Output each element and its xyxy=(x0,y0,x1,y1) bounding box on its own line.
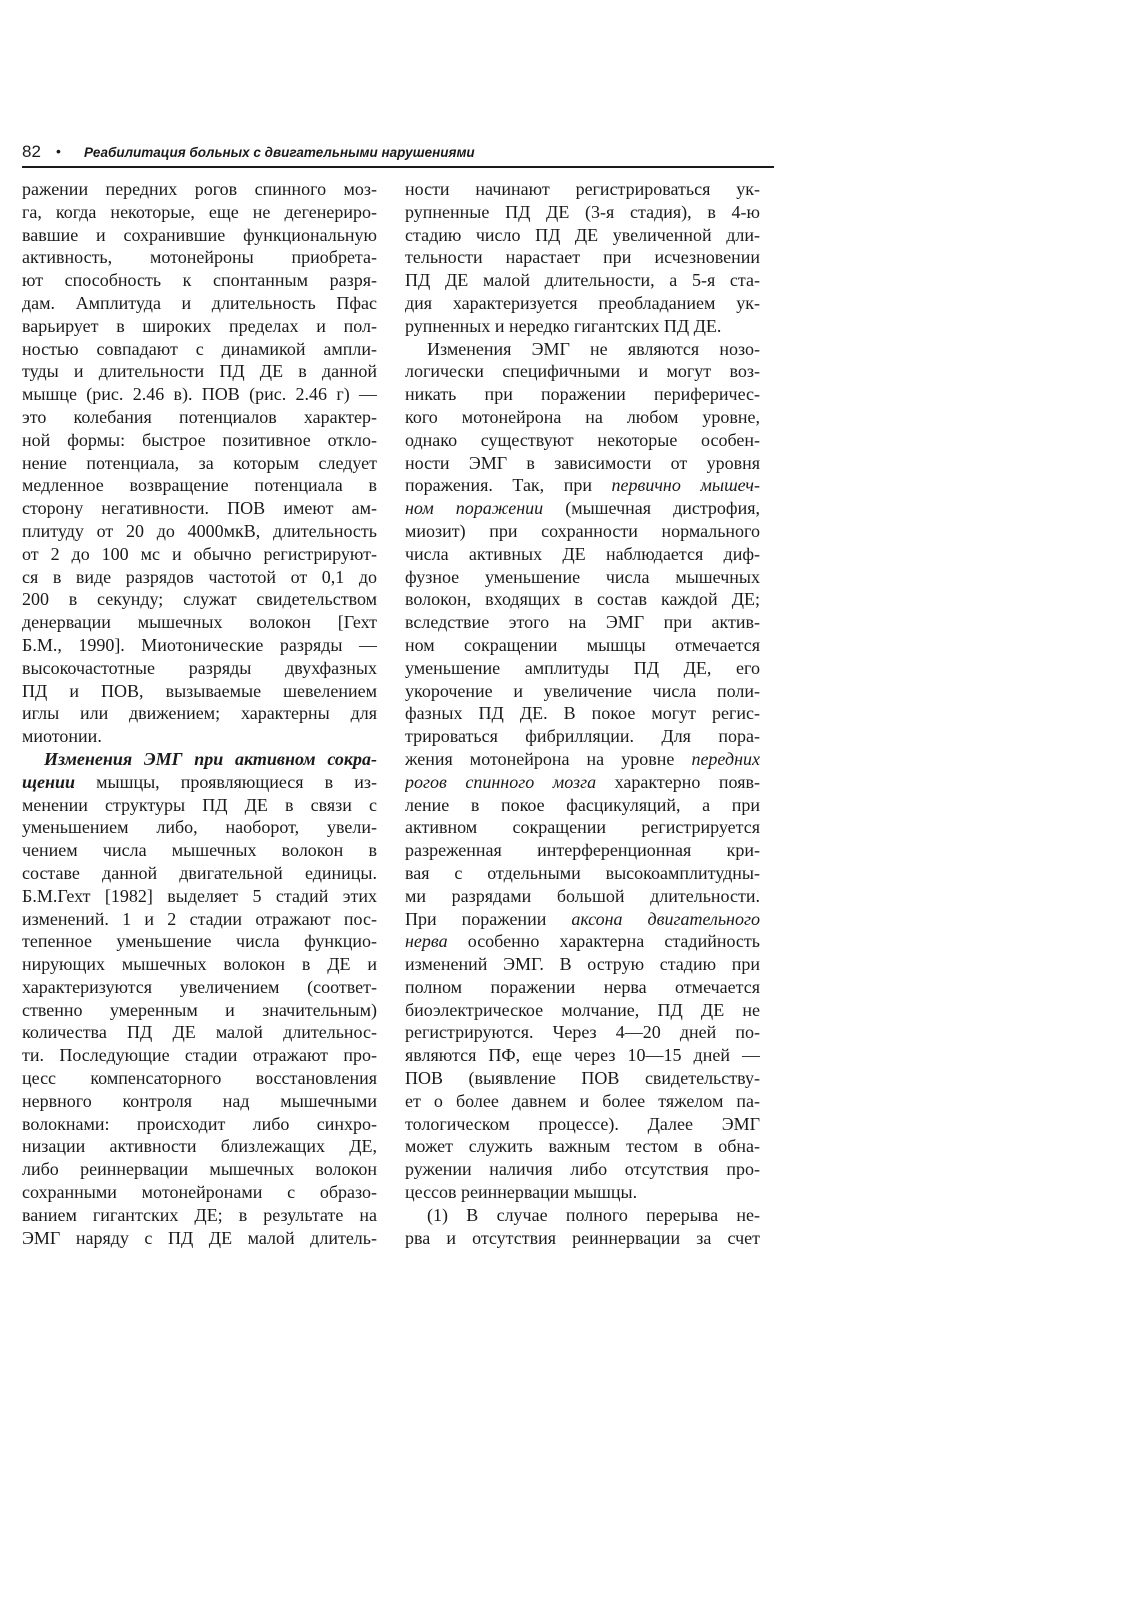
body-text: ление в покое фасцикуляций, а при xyxy=(405,794,760,815)
body-text: сторону негативности. ПОВ имеют ам- xyxy=(22,498,377,519)
body-text: Б.М.Гехт [1982] выделяет 5 стадий этих xyxy=(22,885,377,906)
text-line xyxy=(405,862,760,885)
body-text: жения мотонейрона на уровне xyxy=(405,748,692,769)
body-text: миозит) при сохранности нормального xyxy=(405,520,760,541)
running-title: Реабилитация больных с двигательными нарушениями xyxy=(84,145,475,160)
page-header xyxy=(22,140,774,168)
body-text: мышце (рис. 2.46 в). ПОВ (рис. 2.46 г) — xyxy=(22,384,377,405)
body-text: дия характеризуется преобладанием ук- xyxy=(405,292,760,313)
body-text: фазных ПД ДЕ. В покое могут регис- xyxy=(405,703,760,724)
text-line xyxy=(22,588,377,611)
text-line xyxy=(405,360,760,383)
body-text: трироваться фибрилляции. Для пора- xyxy=(405,726,760,747)
body-text: это колебания потенциалов характер- xyxy=(22,406,377,427)
body-text: ПД ДЕ малой длительности, а 5-я ста- xyxy=(405,270,760,291)
text-line xyxy=(22,246,377,269)
text-line xyxy=(22,315,377,338)
body-text: активность, мотонейроны приобрета- xyxy=(22,247,377,268)
body-text: тельности нарастает при исчезновении xyxy=(405,247,760,268)
body-text: ЭМГ наряду с ПД ДЕ малой длитель- xyxy=(22,1227,377,1248)
italic-text: первично мышеч- xyxy=(611,475,760,496)
text-line xyxy=(22,657,377,680)
text-line xyxy=(405,1113,760,1136)
text-line xyxy=(405,269,760,292)
text-line xyxy=(405,178,760,201)
body-text: составе данной двигательной единицы. xyxy=(22,862,377,883)
body-text: Б.М., 1990]. Миотонические разряды — xyxy=(22,634,377,655)
text-line xyxy=(22,292,377,315)
text-line xyxy=(405,338,760,361)
text-line xyxy=(22,611,377,634)
text-line xyxy=(22,794,377,817)
text-line xyxy=(405,474,760,497)
body-text: ностью совпадают с динамикой ампли- xyxy=(22,338,377,359)
body-text: ности ЭМГ в зависимости от уровня xyxy=(405,452,760,473)
body-text: мышцы, проявляющиеся в из- xyxy=(75,771,377,792)
emphasis-text: Изменения ЭМГ при активном сокра- xyxy=(44,748,377,769)
text-line xyxy=(405,953,760,976)
text-line xyxy=(405,1067,760,1090)
body-text: либо реиннервации мышечных волокон xyxy=(22,1159,377,1180)
text-line xyxy=(405,794,760,817)
body-text: рва и отсутствия реиннервации за счет xyxy=(405,1227,760,1248)
text-line xyxy=(405,429,760,452)
body-text: являются ПФ, еще через 10—15 дней — xyxy=(405,1045,760,1066)
text-line xyxy=(22,953,377,976)
text-line xyxy=(22,566,377,589)
italic-text: нерва xyxy=(405,931,448,952)
body-text: ной формы: быстрое позитивное откло- xyxy=(22,429,377,450)
body-text: При поражении xyxy=(405,908,572,929)
text-line xyxy=(22,1158,377,1181)
text-line xyxy=(405,725,760,748)
text-line xyxy=(405,406,760,429)
body-text: медленное возвращение потенциала в xyxy=(22,475,377,496)
body-text: разреженная интерференционная кри- xyxy=(405,840,760,861)
text-line xyxy=(405,452,760,475)
text-line xyxy=(22,1113,377,1136)
text-line xyxy=(405,702,760,725)
body-text: волокон, входящих в состав каждой ДЕ; xyxy=(405,589,760,610)
text-line xyxy=(22,224,377,247)
body-text: миотонии. xyxy=(22,726,102,747)
body-text: иглы или движением; характерны для xyxy=(22,703,377,724)
text-line xyxy=(22,406,377,429)
emphasis-text: щении xyxy=(22,771,75,792)
body-text: вая с отдельными высокоамплитудны- xyxy=(405,862,760,883)
body-text: нервного контроля над мышечными xyxy=(22,1090,377,1111)
text-line xyxy=(405,566,760,589)
text-line xyxy=(405,201,760,224)
body-text: га, когда некоторые, еще не дегенериро- xyxy=(22,201,377,222)
text-line xyxy=(22,748,377,771)
page-number: 82 xyxy=(22,142,41,161)
body-text: 200 в секунду; служат свидетельством xyxy=(22,589,377,610)
body-text: фузное уменьшение числа мышечных xyxy=(405,566,760,587)
body-text: может служить важным тестом в обна- xyxy=(405,1136,760,1157)
text-line xyxy=(405,976,760,999)
body-text: уменьшением либо, наоборот, увели- xyxy=(22,817,377,838)
body-text: стадию число ПД ДЕ увеличенной дли- xyxy=(405,224,760,245)
text-line xyxy=(405,1135,760,1158)
body-text: Изменения ЭМГ не являются нозо- xyxy=(427,338,760,359)
text-line xyxy=(405,611,760,634)
body-text: нирующих мышечных волокон в ДЕ и xyxy=(22,954,377,975)
text-line xyxy=(22,383,377,406)
text-line xyxy=(405,1044,760,1067)
text-line xyxy=(22,1181,377,1204)
body-text: ти. Последующие стадии отражают про- xyxy=(22,1045,377,1066)
body-text: никать при поражении периферичес- xyxy=(405,384,760,405)
body-text: дам. Амплитуда и длительность Пфас xyxy=(22,292,377,313)
body-text: варьирует в широких пределах и пол- xyxy=(22,315,377,336)
body-text: денервации мышечных волокон [Гехт xyxy=(22,612,377,633)
body-text: количества ПД ДЕ малой длительнос- xyxy=(22,1022,377,1043)
body-text: тепенное уменьшение числа функцио- xyxy=(22,931,377,952)
text-line xyxy=(22,771,377,794)
left-text-column xyxy=(22,178,377,1249)
text-line xyxy=(405,315,760,338)
text-line xyxy=(22,429,377,452)
text-line xyxy=(22,338,377,361)
text-line xyxy=(22,543,377,566)
text-line xyxy=(22,201,377,224)
text-line xyxy=(405,1158,760,1181)
body-text: (мышечная дистрофия, xyxy=(543,498,760,519)
body-text: чением числа мышечных волокон в xyxy=(22,840,377,861)
text-line xyxy=(405,224,760,247)
text-line xyxy=(22,520,377,543)
body-text: туды и длительности ПД ДЕ в данной xyxy=(22,361,377,382)
text-line xyxy=(22,680,377,703)
body-text: тологическом процессе). Далее ЭМГ xyxy=(405,1113,760,1134)
body-text: особенно характерна стадийность xyxy=(447,931,760,952)
text-line xyxy=(22,1067,377,1090)
body-text: ся в виде разрядов частотой от 0,1 до xyxy=(22,566,377,587)
body-text: ПОВ (выявление ПОВ свидетельству- xyxy=(405,1068,760,1089)
body-text: сохранными мотонейронами с образо- xyxy=(22,1182,377,1203)
text-line xyxy=(405,908,760,931)
body-text: ственно умеренным и значительным) xyxy=(22,999,377,1020)
text-line xyxy=(22,269,377,292)
text-line xyxy=(22,1021,377,1044)
body-text: характеризуются увеличением (соответ- xyxy=(22,976,377,997)
body-text: изменений ЭМГ. В острую стадию при xyxy=(405,954,760,975)
body-text: цессов реиннервации мышцы. xyxy=(405,1182,638,1203)
text-line xyxy=(22,976,377,999)
text-line xyxy=(405,999,760,1022)
italic-text: аксона двигательного xyxy=(571,908,760,929)
text-line xyxy=(22,1227,377,1250)
text-line xyxy=(22,1044,377,1067)
text-line xyxy=(405,383,760,406)
text-line xyxy=(22,885,377,908)
text-line xyxy=(405,1181,760,1204)
body-text: рупненные ПД ДЕ (3-я стадия), в 4-ю xyxy=(405,201,760,222)
body-text: нение потенциала, за которым следует xyxy=(22,452,377,473)
text-line xyxy=(22,1204,377,1227)
text-line xyxy=(22,999,377,1022)
body-text: рупненных и нередко гигантских ПД ДЕ. xyxy=(405,315,722,336)
right-text-column xyxy=(405,178,760,1249)
body-text: ми разрядами большой длительности. xyxy=(405,885,760,906)
body-text: поражения. Так, при xyxy=(405,475,612,496)
text-line xyxy=(405,885,760,908)
body-text: регистрируются. Через 4—20 дней по- xyxy=(405,1022,760,1043)
body-text: ют способность к спонтанным разря- xyxy=(22,270,377,291)
body-text: ном сокращении мышцы отмечается xyxy=(405,634,760,655)
body-text: (1) В случае полного перерыва не- xyxy=(427,1204,760,1225)
body-text: вавшие и сохранившие функциональную xyxy=(22,224,377,245)
text-line xyxy=(22,702,377,725)
text-line xyxy=(405,657,760,680)
text-line xyxy=(22,930,377,953)
text-line xyxy=(22,816,377,839)
body-text: цесс компенсаторного восстановления xyxy=(22,1068,377,1089)
body-text: однако существуют некоторые особен- xyxy=(405,429,760,450)
body-text: ружении наличия либо отсутствия про- xyxy=(405,1159,760,1180)
text-line xyxy=(22,360,377,383)
body-text: ПД и ПОВ, вызываемые шевелением xyxy=(22,680,377,701)
body-text: кого мотонейрона на любом уровне, xyxy=(405,406,760,427)
body-text: характерно появ- xyxy=(596,771,760,792)
text-line xyxy=(405,771,760,794)
text-line xyxy=(22,1090,377,1113)
body-text: биоэлектрическое молчание, ПД ДЕ не xyxy=(405,999,760,1020)
body-text: ванием гигантских ДЕ; в результате на xyxy=(22,1204,377,1225)
italic-text: рогов спинного мозга xyxy=(405,771,597,792)
text-line xyxy=(22,725,377,748)
text-line xyxy=(22,839,377,862)
body-text: уменьшение амплитуды ПД ДЕ, его xyxy=(405,657,760,678)
text-line xyxy=(22,474,377,497)
body-text: числа активных ДЕ наблюдается диф- xyxy=(405,543,760,564)
text-line xyxy=(405,497,760,520)
header-bullet: • xyxy=(56,143,61,159)
text-line xyxy=(22,1135,377,1158)
text-line xyxy=(405,246,760,269)
text-line xyxy=(405,1021,760,1044)
text-line xyxy=(405,1227,760,1250)
body-text: изменений. 1 и 2 стадии отражают пос- xyxy=(22,908,377,929)
text-line xyxy=(22,452,377,475)
body-text: ности начинают регистрироваться ук- xyxy=(405,179,760,199)
body-text: от 2 до 100 мс и обычно регистрируют- xyxy=(22,543,377,564)
italic-text: ном поражении xyxy=(405,498,544,519)
text-line xyxy=(22,497,377,520)
text-line xyxy=(22,862,377,885)
text-line xyxy=(405,930,760,953)
body-text: вследствие этого на ЭМГ при актив- xyxy=(405,612,760,633)
body-text: волокнами: происходит либо синхро- xyxy=(22,1113,377,1134)
body-text: ет о более давнем и более тяжелом па- xyxy=(405,1090,760,1111)
text-line xyxy=(405,520,760,543)
body-text: полном поражении нерва отмечается xyxy=(405,976,760,997)
text-line xyxy=(405,543,760,566)
text-line xyxy=(405,816,760,839)
text-line xyxy=(405,1090,760,1113)
body-text: низации активности близлежащих ДЕ, xyxy=(22,1136,377,1157)
body-text: плитуду от 20 до 4000мкВ, длительность xyxy=(22,520,377,541)
text-line xyxy=(405,292,760,315)
body-text: логически специфичными и могут воз- xyxy=(405,361,760,382)
body-text: менении структуры ПД ДЕ в связи с xyxy=(22,794,377,815)
body-text: высокочастотные разряды двухфазных xyxy=(22,657,377,678)
body-text: укорочение и увеличение числа поли- xyxy=(405,680,760,701)
text-line xyxy=(405,1204,760,1227)
text-line xyxy=(405,748,760,771)
text-line xyxy=(405,680,760,703)
body-text: активном сокращении регистрируется xyxy=(405,817,760,838)
text-line xyxy=(405,588,760,611)
body-text: ражении передних рогов спинного моз- xyxy=(22,179,377,199)
text-line xyxy=(22,178,377,201)
text-line xyxy=(405,634,760,657)
italic-text: передних xyxy=(691,748,760,769)
text-line xyxy=(22,908,377,931)
text-line xyxy=(22,634,377,657)
text-line xyxy=(405,839,760,862)
